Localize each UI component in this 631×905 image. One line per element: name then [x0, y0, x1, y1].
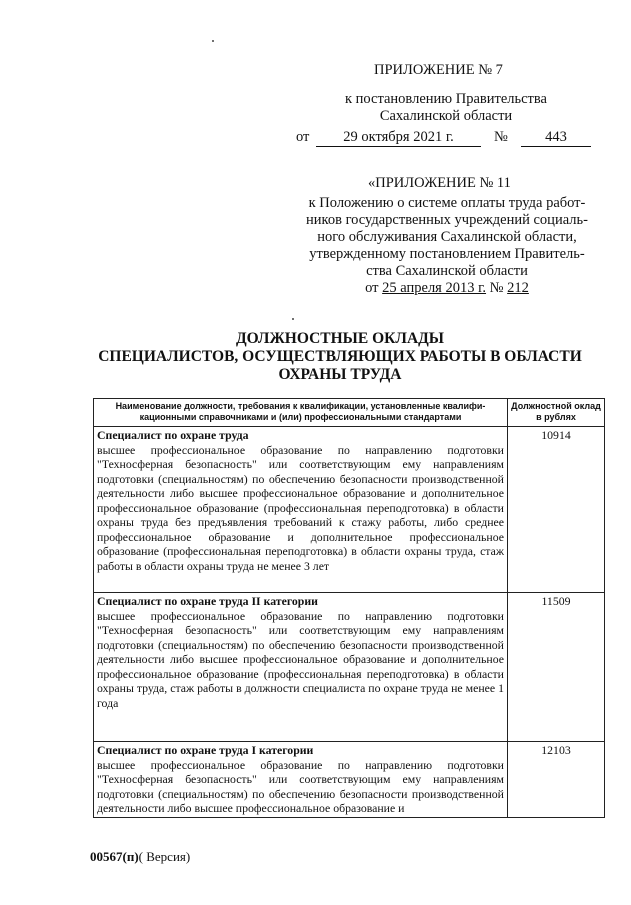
regulation-number-label: № [489, 280, 504, 296]
document-code-number: 00567(п) [90, 849, 139, 864]
header-salary: Должностной оклад в рублях [508, 399, 605, 427]
inner-appendix-title: «ПРИЛОЖЕНИЕ № 11 [368, 175, 511, 191]
regulation-number: 212 [507, 280, 529, 296]
salary-cell: 10914 [508, 427, 605, 593]
table-header-row [94, 399, 605, 427]
number-label: № [494, 129, 508, 145]
scan-speck [292, 318, 294, 320]
position-cell [94, 427, 508, 593]
regulation-line: к Положению о системе оплаты труда работ- [308, 195, 586, 211]
position-title: Специалист по охране труда II категории [97, 594, 318, 608]
salary-table [93, 398, 605, 818]
position-requirements: высшее профессиональное образование по направлению подготовки "Техносферная безопасность" или соответствующим ему направлениям подготовки (специальностям) по обеспечению безопасности производственной деятельности либо высшее профессиональное образование и [97, 757, 504, 815]
position-cell [94, 593, 508, 742]
table-row [94, 427, 605, 593]
salary-cell: 12103 [508, 742, 605, 818]
document-version: ( Версия) [138, 849, 191, 864]
regulation-from-label: от [365, 280, 379, 296]
appendix-line-2: Сахалинской области [379, 108, 513, 124]
heading-line-3: ОХРАНЫ ТРУДА [278, 366, 402, 383]
heading-line-1: ДОЛЖНОСТНЫЕ ОКЛАДЫ [235, 330, 445, 347]
document-code [90, 849, 190, 865]
decree-date: 29 октября 2021 г. [316, 129, 481, 147]
regulation-date-line [296, 280, 598, 297]
regulation-line: ников государственных учреждений социаль- [306, 212, 588, 228]
heading-line-2: СПЕЦИАЛИСТОВ, ОСУЩЕСТВЛЯЮЩИХ РАБОТЫ В ОБЛАСТИ [98, 348, 582, 365]
decree-date-line [296, 129, 596, 149]
regulation-reference [296, 195, 598, 297]
scan-speck [212, 40, 214, 42]
salary-cell: 11509 [508, 593, 605, 742]
table-row [94, 593, 605, 742]
document-heading [80, 330, 600, 384]
regulation-line: утвержденному постановлением Правитель- [309, 246, 585, 262]
header-position: Наименование должности, требования к квалификации, установленные квалифи-кационными справочниками и (или) профессиональными стандартами [94, 399, 508, 427]
regulation-line: ства Сахалинской области [366, 263, 528, 279]
date-from-label: от [296, 129, 310, 145]
appendix-header [296, 62, 596, 149]
regulation-line: ного обслуживания Сахалинской области, [317, 229, 577, 245]
appendix-title: ПРИЛОЖЕНИЕ № 7 [374, 62, 503, 78]
position-requirements: высшее профессиональное образование по направлению подготовки "Техносферная безопасность" или соответствующим ему направлениям подготовки (специальностям) по обеспечению безопасности производственной деятельности либо высшее профессиональное образование и дополнительное профессиональное образование (профессиональная переподготовка) в области охраны труда, стаж работы в должности специалиста по охране труда не менее 1 года [97, 608, 504, 710]
position-title: Специалист по охране труда I категории [97, 743, 314, 757]
position-cell [94, 742, 508, 818]
regulation-date: 25 апреля 2013 г. [382, 280, 487, 296]
appendix-line-1: к постановлению Правительства [345, 91, 547, 107]
position-title: Специалист по охране труда [97, 428, 249, 442]
table-row [94, 742, 605, 818]
position-requirements: высшее профессиональное образование по направлению подготовки "Техносферная безопасность" или соответствующим ему направлениям подготовки (специальностям) по обеспечению безопасности производственной деятельности либо высшее профессиональное образование и дополнительное профессиональное образование (профессиональная переподготовка) в области охраны труда без предъявления требований к стажу работы, либо среднее профессиональное образование и дополнительное профессиональное образование (профессиональная переподготовка) в области охраны труда, стаж работы в области охраны труда не менее 3 лет [97, 442, 504, 573]
decree-number: 443 [521, 129, 591, 147]
